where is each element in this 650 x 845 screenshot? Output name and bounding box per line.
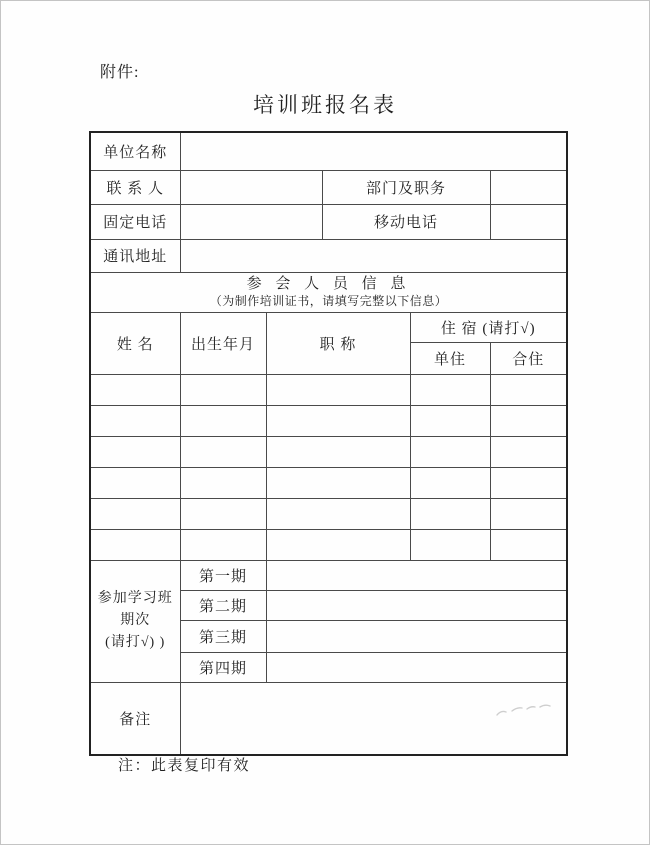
birth-blank-cell (180, 405, 266, 436)
unit-name-label: 单位名称 (90, 132, 180, 170)
participants-section-header-row (90, 272, 567, 312)
table-row (90, 170, 567, 204)
remarks-blank-cell (180, 682, 567, 755)
single-blank-cell (410, 374, 490, 405)
session-option-4-blank-cell (266, 652, 567, 682)
mobile-blank-cell (490, 204, 567, 239)
session-label-line: 参加学习班 (97, 591, 173, 607)
remarks-row (90, 682, 567, 755)
birth-blank-cell (180, 529, 266, 560)
name-blank-cell (90, 436, 180, 467)
name-blank-cell (90, 374, 180, 405)
shared-blank-cell (490, 405, 567, 436)
table-row (90, 239, 567, 272)
participant-empty-row (90, 374, 567, 405)
single-blank-cell (410, 467, 490, 498)
participants-section-title: 参 会 人 员 信 息 (246, 276, 411, 293)
name-blank-cell (90, 498, 180, 529)
address-label: 通讯地址 (90, 239, 180, 272)
table-row (90, 204, 567, 239)
shared-blank-cell (490, 498, 567, 529)
birth-blank-cell (180, 498, 266, 529)
title-blank-cell (266, 436, 410, 467)
shared-blank-cell (490, 529, 567, 560)
landline-blank-cell (180, 204, 322, 239)
title-column-header: 职 称 (266, 312, 410, 374)
session-label-line: 期次 (120, 613, 151, 629)
session-option-1-label: 第一期 (180, 560, 266, 590)
session-option-3-blank-cell (266, 620, 567, 652)
session-option-3-label: 第三期 (180, 620, 266, 652)
title-blank-cell (266, 405, 410, 436)
title-blank-cell (266, 467, 410, 498)
landline-label: 固定电话 (90, 204, 180, 239)
mobile-label: 移动电话 (322, 204, 490, 239)
birth-blank-cell (180, 436, 266, 467)
session-label-line: (请打√) ) (105, 634, 166, 650)
participant-empty-row (90, 529, 567, 560)
birth-column-header: 出生年月 (180, 312, 266, 374)
contact-blank-cell (180, 170, 322, 204)
participants-section-header (90, 272, 567, 312)
title-blank-cell (266, 498, 410, 529)
unit-name-blank-cell (180, 132, 567, 170)
session-option-2-blank-cell (266, 590, 567, 620)
single-blank-cell (410, 405, 490, 436)
name-blank-cell (90, 467, 180, 498)
participant-empty-row (90, 467, 567, 498)
single-blank-cell (410, 529, 490, 560)
address-blank-cell (180, 239, 567, 272)
single-blank-cell (410, 498, 490, 529)
table-row (90, 132, 567, 170)
attachment-label: 附件: (100, 64, 140, 81)
title-blank-cell (266, 529, 410, 560)
participant-empty-row (90, 436, 567, 467)
participant-empty-row (90, 498, 567, 529)
shared-blank-cell (490, 374, 567, 405)
single-blank-cell (410, 436, 490, 467)
session-option-1-blank-cell (266, 560, 567, 590)
name-blank-cell (90, 529, 180, 560)
birth-blank-cell (180, 467, 266, 498)
dept-blank-cell (490, 170, 567, 204)
participants-column-header-row (90, 312, 567, 342)
participant-empty-row (90, 405, 567, 436)
dept-label: 部门及职务 (322, 170, 490, 204)
name-blank-cell (90, 405, 180, 436)
title-blank-cell (266, 374, 410, 405)
shared-blank-cell (490, 436, 567, 467)
birth-blank-cell (180, 374, 266, 405)
session-option-2-label: 第二期 (180, 590, 266, 620)
registration-form-table (89, 131, 568, 756)
session-row (90, 560, 567, 590)
name-column-header: 姓 名 (90, 312, 180, 374)
pencil-smudge-mark (494, 701, 556, 721)
remarks-label: 备注 (90, 682, 180, 755)
shared-blank-cell (490, 467, 567, 498)
shared-room-column-header: 合住 (490, 342, 567, 374)
lodging-column-header: 住 宿 (请打√) (410, 312, 567, 342)
single-room-column-header: 单住 (410, 342, 490, 374)
footnote: 注：此表复印有效 (118, 758, 251, 774)
session-option-4-label: 第四期 (180, 652, 266, 682)
session-section-label (90, 560, 180, 682)
page-title: 培训班报名表 (253, 93, 397, 117)
participants-section-subtitle: （为制作培训证书，请填写完整以下信息） (209, 294, 448, 309)
contact-label: 联 系 人 (90, 170, 180, 204)
